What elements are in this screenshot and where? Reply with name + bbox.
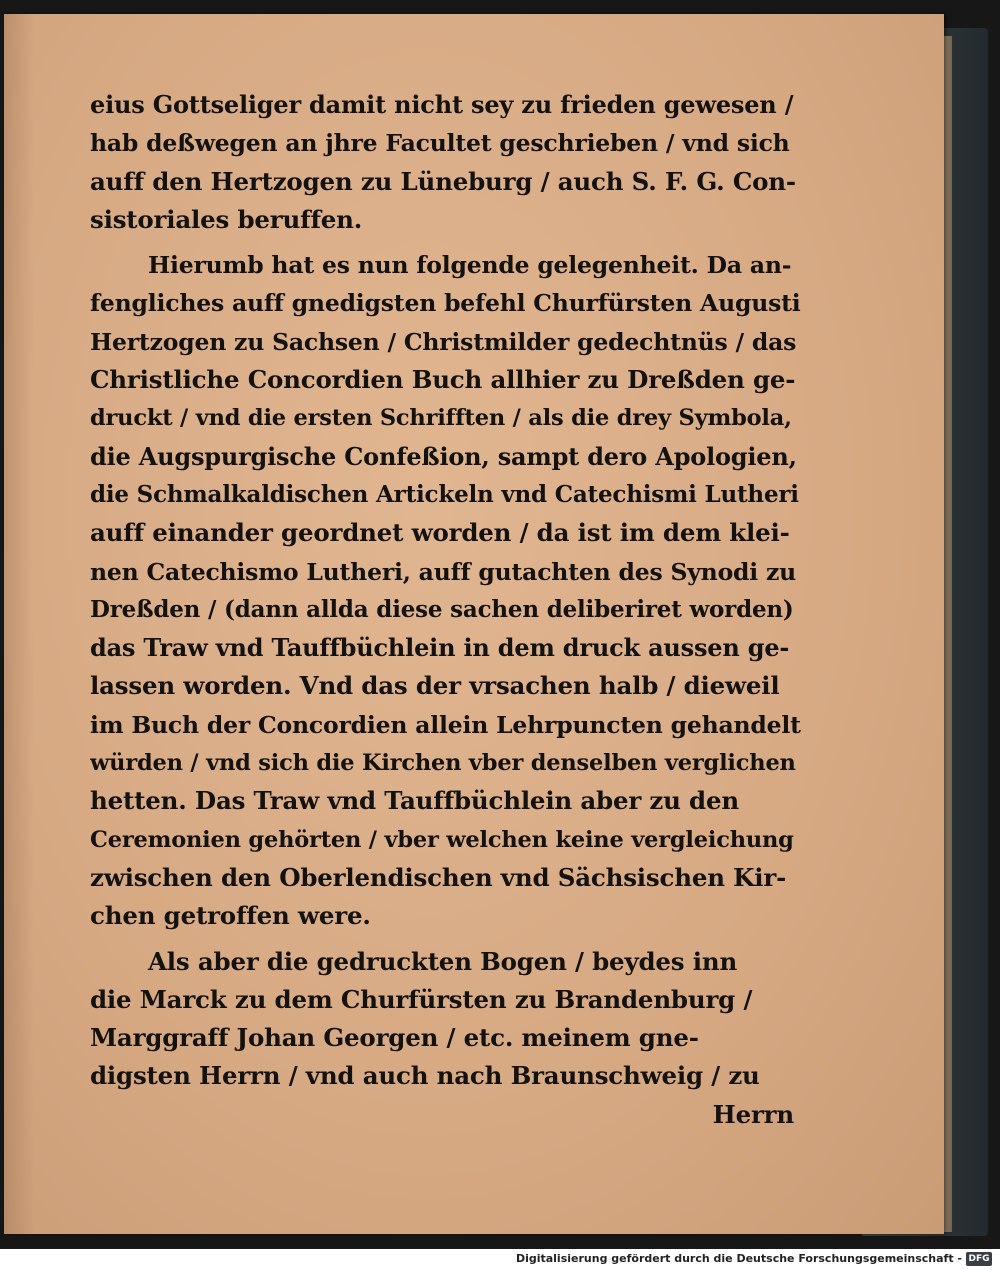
text-line: digsten Herrn / vnd auch nach Braunschweig / zu: [90, 1061, 760, 1091]
page-gutter-shade: [4, 14, 34, 1234]
page-text: [90, 86, 802, 1134]
text-line: das Traw vnd Tauffbüchlein in dem druck aussen ge-: [90, 633, 790, 663]
text-line: die Schmalkaldischen Artickeln vnd Catechismi Lutheri: [90, 480, 799, 508]
text-line: chen getroffen were.: [90, 901, 371, 931]
text-line: würden / vnd sich die Kirchen vber denselben verglichen: [90, 750, 796, 777]
footer-bar: [0, 1249, 1000, 1270]
text-line: Christliche Concordien Buch allhier zu Dreßden ge-: [90, 365, 796, 395]
text-line: Ceremonien gehörten / vber welchen keine vergleichung: [90, 826, 794, 853]
text-line: lassen worden. Vnd das der vrsachen halb / dieweil: [90, 671, 780, 701]
funding-notice: Digitalisierung gefördert durch die Deutsche Forschungsgemeinschaft -: [515, 1252, 962, 1265]
text-line: auff den Hertzogen zu Lüneburg / auch S. F. G. Con-: [90, 166, 796, 196]
text-line: Marggraff Johan Georgen / etc. meinem gne-: [90, 1023, 699, 1053]
dfg-logo-icon: DFG: [966, 1252, 992, 1266]
text-line: Dreßden / (dann allda diese sachen deliberiret worden): [90, 595, 794, 623]
text-line: fengliches auff gnedigsten befehl Churfürsten Augusti: [90, 289, 801, 318]
text-line: zwischen den Oberlendischen vnd Sächsischen Kir-: [90, 862, 787, 892]
text-line: druckt / vnd die ersten Schrifften / als die drey Symbola,: [90, 405, 792, 432]
text-line: eius Gottseliger damit nicht sey zu frieden gewesen /: [90, 90, 794, 119]
text-line: Hierumb hat es nun folgende gelegenheit. Da an-: [148, 251, 792, 280]
paragraph-3: [90, 943, 802, 1096]
text-line: nen Catechismo Lutheri, auff gutachten des Synodi zu: [90, 557, 797, 586]
paragraph-1: [90, 86, 802, 239]
text-line: hetten. Das Traw vnd Tauffbüchlein aber zu den: [90, 786, 739, 816]
text-line: Hertzogen zu Sachsen / Christmilder gedechtnüs / das: [90, 327, 797, 356]
text-line: sistoriales beruffen.: [90, 204, 363, 234]
catchword: Herrn: [712, 1099, 794, 1129]
text-line: die Marck zu dem Churfürsten zu Brandenburg /: [90, 984, 753, 1014]
text-line: die Augspurgische Confeßion, sampt dero Apologien,: [90, 441, 797, 471]
text-line: im Buch der Concordien allein Lehrpuncten gehandelt: [90, 710, 801, 739]
text-line: Als aber die gedruckten Bogen / beydes inn: [148, 946, 738, 976]
text-line: hab deßwegen an jhre Facultet geschrieben / vnd sich: [90, 129, 790, 158]
text-line: auff einander geordnet worden / da ist im dem klei-: [90, 518, 790, 548]
paragraph-2: [90, 246, 802, 935]
